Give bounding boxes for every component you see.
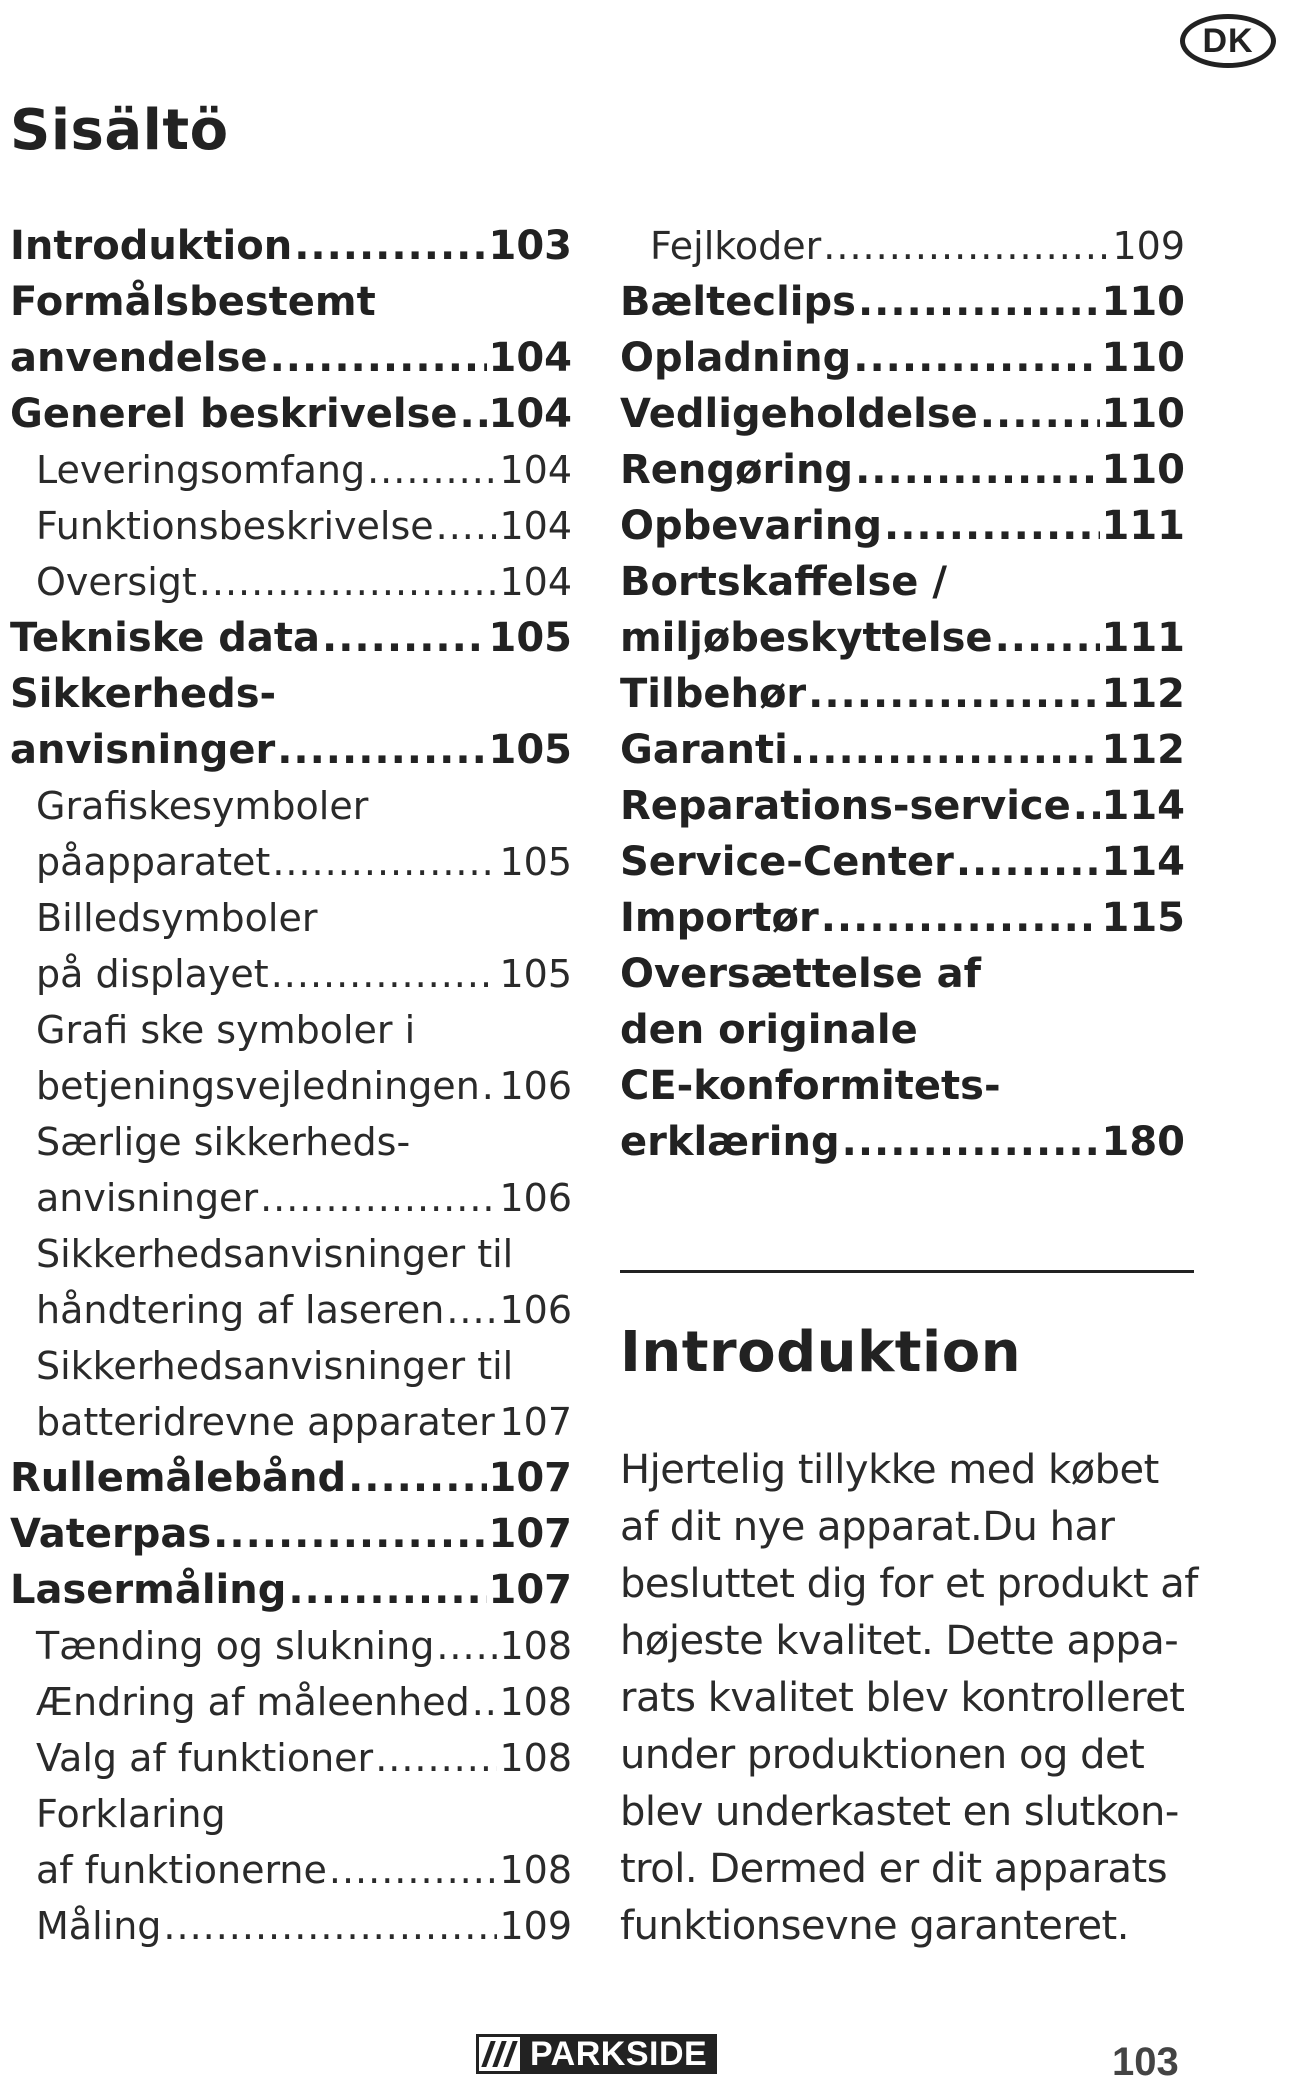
intro-line: funktionsevne garanteret. [620, 1903, 1129, 1949]
toc-leader-dots [790, 722, 1100, 778]
toc-leader-dots [956, 834, 1100, 890]
toc-entry-title: Service-Center [620, 839, 954, 885]
toc-leader-dots [322, 610, 486, 666]
toc-entry-title: Tilbehør [620, 671, 807, 717]
toc-page-number: 107 [488, 1567, 572, 1613]
toc-page-number: 107 [499, 1400, 572, 1444]
toc-entry [620, 722, 1185, 778]
toc-entry [10, 1114, 572, 1170]
toc-page-number: 108 [499, 1736, 572, 1780]
toc-leader-dots [497, 1394, 498, 1450]
intro-line: blev underkastet en slutkon- [620, 1789, 1179, 1835]
toc-leader-dots [367, 442, 497, 498]
toc-entry-title: Lasermåling [10, 1567, 287, 1613]
toc-entry [10, 1506, 572, 1562]
toc-page-number: 108 [499, 1848, 572, 1892]
intro-line: højeste kvalitet. Dette appa- [620, 1618, 1179, 1664]
toc-entry [10, 890, 572, 946]
section-divider [620, 1270, 1194, 1273]
toc-entry [10, 1842, 572, 1898]
toc-leader-dots [980, 386, 1100, 442]
toc-entry-title: Garanti [620, 727, 788, 773]
toc-leader-dots [271, 946, 498, 1002]
intro-line: af dit nye apparat.Du har [620, 1504, 1115, 1550]
toc-leader-dots [199, 554, 498, 610]
toc-entry [10, 442, 572, 498]
toc-entry [620, 778, 1185, 834]
toc-page-number: 105 [488, 727, 572, 773]
toc-entry-title: den originale [620, 1007, 918, 1053]
toc-entry [10, 1786, 572, 1842]
toc-leader-dots [855, 442, 1099, 498]
toc-entry [10, 274, 572, 330]
toc-page-number: 111 [1101, 503, 1185, 549]
toc-entry-title: Introduktion [10, 223, 293, 269]
toc-page-number: 106 [499, 1064, 572, 1108]
intro-paragraph [620, 1442, 1198, 1955]
toc-entry-title: betjeningsvejledningen [36, 1064, 480, 1108]
toc-leader-dots [842, 1114, 1100, 1170]
toc-page-number: 109 [499, 1904, 572, 1948]
toc-leader-dots [213, 1506, 486, 1562]
toc-entry-title: Grafi ske symboler i [36, 1008, 416, 1052]
toc-leader-dots [163, 1898, 497, 1954]
toc-entry-title: anvisninger [36, 1176, 259, 1220]
toc-entry-title: CE-konformitets- [620, 1063, 1001, 1109]
toc-page-number: 103 [488, 223, 572, 269]
toc-entry [10, 946, 572, 1002]
toc-entry-title: Særlige sikkerheds- [36, 1120, 411, 1164]
toc-entry [620, 946, 1185, 1002]
toc-entry [10, 610, 572, 666]
toc-entry-title: Rullemålebånd [10, 1455, 347, 1501]
toc-entry [10, 1170, 572, 1226]
toc-entry-title: Billedsymboler [36, 896, 318, 940]
toc-entry [620, 218, 1185, 274]
toc-entry [10, 834, 572, 890]
toc-leader-dots [348, 1450, 486, 1506]
toc-entry-title: Ændring af måleenhed [36, 1680, 470, 1724]
toc-entry-title: Bortskaffelse / [620, 559, 947, 605]
toc-leader-dots [288, 1562, 486, 1618]
toc-page-number: 114 [1101, 839, 1185, 885]
toc-leader-dots [884, 498, 1099, 554]
toc-entry [10, 1450, 572, 1506]
toc-entry-title: Oversættelse af [620, 951, 981, 997]
toc-entry-title: Vedligeholdelse [620, 391, 978, 437]
toc-entry-title: Forklaring [36, 1792, 226, 1836]
toc-entry [10, 1562, 572, 1618]
intro-line: under produktionen og det [620, 1732, 1145, 1778]
toc-entry [10, 778, 572, 834]
toc-page-number: 105 [499, 952, 572, 996]
toc-page-number: 112 [1101, 727, 1185, 773]
toc-entry-title: Valg af funktioner [36, 1736, 374, 1780]
toc-entry-title: miljøbeskyttelse [620, 615, 993, 661]
toc-page-number: 180 [1101, 1119, 1185, 1165]
toc-entry [10, 1338, 572, 1394]
toc-page-number: 104 [488, 391, 572, 437]
toc-page-number: 114 [1101, 783, 1185, 829]
page-number: 103 [1112, 2040, 1179, 2084]
intro-line: Hjertelig tillykke med købet [620, 1447, 1159, 1493]
toc-page-number: 108 [499, 1680, 572, 1724]
intro-line: besluttet dig for et produkt af [620, 1561, 1198, 1607]
toc-leader-dots [472, 1674, 498, 1730]
toc-entry [10, 722, 572, 778]
toc-entry [10, 1898, 572, 1954]
toc-entry [620, 890, 1185, 946]
toc-entry [620, 1002, 1185, 1058]
toc-entry-title: Rengøring [620, 447, 854, 493]
toc-entry-title: påapparatet [36, 840, 271, 884]
section-title-introduction: Introduktion [620, 1320, 1022, 1385]
toc-entry-title: Sikkerheds- [10, 671, 277, 717]
toc-entry [10, 218, 572, 274]
toc-entry [10, 554, 572, 610]
toc-leader-dots [260, 1170, 497, 1226]
toc-leader-dots [436, 1618, 497, 1674]
toc-leader-dots [823, 218, 1110, 274]
toc-leader-dots [270, 330, 487, 386]
toc-leader-dots [858, 274, 1100, 330]
toc-page-number: 105 [499, 840, 572, 884]
toc-page-number: 109 [1112, 224, 1185, 268]
toc-leader-dots [460, 386, 487, 442]
toc-entry [620, 442, 1185, 498]
toc-left-column [10, 218, 572, 1954]
toc-entry [620, 330, 1185, 386]
toc-leader-dots [482, 1058, 498, 1114]
toc-entry-title: Leveringsomfang [36, 448, 366, 492]
toc-entry [10, 1282, 572, 1338]
toc-page-number: 104 [488, 335, 572, 381]
toc-entry [620, 1058, 1185, 1114]
toc-entry [10, 498, 572, 554]
toc-entry [620, 666, 1185, 722]
toc-leader-dots [808, 666, 1099, 722]
toc-entry [10, 1674, 572, 1730]
toc-entry [10, 1618, 572, 1674]
toc-entry [620, 834, 1185, 890]
toc-entry [10, 330, 572, 386]
toc-page-number: 110 [1101, 335, 1185, 381]
toc-entry-title: Tænding og slukning [36, 1624, 435, 1668]
toc-leader-dots [277, 722, 486, 778]
toc-entry [10, 1394, 572, 1450]
toc-entry-title: Bælteclips [620, 279, 856, 325]
toc-page-number: 110 [1101, 279, 1185, 325]
toc-entry-title: af funktionerne [36, 1848, 327, 1892]
toc-entry-title: Oversigt [36, 560, 197, 604]
toc-entry-title: Grafiskesymboler [36, 784, 369, 828]
toc-entry-title: Formålsbestemt [10, 279, 376, 325]
logo-stripes-icon [476, 2034, 520, 2074]
toc-page-number: 112 [1101, 671, 1185, 717]
toc-page-number: 104 [499, 504, 572, 548]
toc-entry-title: Vaterpas [10, 1511, 212, 1557]
logo-brand-text: PARKSIDE [520, 2034, 717, 2074]
toc-leader-dots [853, 330, 1099, 386]
toc-leader-dots [446, 1282, 497, 1338]
toc-right-column [620, 218, 1185, 1170]
toc-entry [10, 1730, 572, 1786]
toc-entry-title: Sikkerhedsanvisninger til [36, 1344, 514, 1388]
toc-leader-dots [436, 498, 498, 554]
toc-entry-title: Fejlkoder [650, 224, 822, 268]
toc-page-number: 110 [1101, 391, 1185, 437]
toc-entry-title: Reparations-service [620, 783, 1071, 829]
toc-entry [10, 1002, 572, 1058]
toc-entry-title: på displayet [36, 952, 269, 996]
toc-page-number: 107 [488, 1455, 572, 1501]
toc-page-number: 104 [499, 560, 572, 604]
toc-entry-title: håndtering af laseren [36, 1288, 445, 1332]
toc-entry-title: Opbevaring [620, 503, 883, 549]
language-badge: DK [1180, 14, 1276, 68]
toc-entry [10, 386, 572, 442]
toc-page-number: 111 [1101, 615, 1185, 661]
toc-page-number: 110 [1101, 447, 1185, 493]
intro-line: trol. Dermed er dit apparats [620, 1846, 1168, 1892]
toc-page-number: 106 [499, 1288, 572, 1332]
intro-line: rats kvalitet blev kontrolleret [620, 1675, 1185, 1721]
toc-page-number: 115 [1101, 895, 1185, 941]
toc-entry-title: Tekniske data [10, 615, 321, 661]
toc-entry [620, 1114, 1185, 1170]
toc-entry-title: Importør [620, 895, 819, 941]
toc-entry-title: batteridrevne apparater [36, 1400, 495, 1444]
toc-entry [620, 498, 1185, 554]
toc-entry [10, 1058, 572, 1114]
page-title: Sisältö [10, 98, 229, 163]
toc-page-number: 108 [499, 1624, 572, 1668]
toc-entry-title: Generel beskrivelse [10, 391, 458, 437]
toc-leader-dots [272, 834, 497, 890]
toc-entry-title: anvisninger [10, 727, 276, 773]
toc-page-number: 107 [488, 1511, 572, 1557]
toc-entry [620, 610, 1185, 666]
toc-entry [620, 554, 1185, 610]
toc-leader-dots [329, 1842, 498, 1898]
toc-entry [620, 274, 1185, 330]
toc-page-number: 106 [499, 1176, 572, 1220]
toc-entry-title: Funktionsbeskrivelse [36, 504, 434, 548]
toc-entry [620, 386, 1185, 442]
toc-entry [10, 1226, 572, 1282]
toc-leader-dots [1073, 778, 1100, 834]
toc-entry-title: Opladning [620, 335, 852, 381]
parkside-logo [476, 2034, 717, 2074]
toc-entry-title: Måling [36, 1904, 162, 1948]
toc-page-number: 104 [499, 448, 572, 492]
toc-entry [10, 666, 572, 722]
toc-page-number: 105 [488, 615, 572, 661]
toc-leader-dots [294, 218, 486, 274]
toc-leader-dots [821, 890, 1100, 946]
toc-leader-dots [995, 610, 1100, 666]
toc-entry-title: anvendelse [10, 335, 268, 381]
toc-entry-title: Sikkerhedsanvisninger til [36, 1232, 514, 1276]
toc-entry-title: erklæring [620, 1119, 840, 1165]
toc-leader-dots [375, 1730, 497, 1786]
